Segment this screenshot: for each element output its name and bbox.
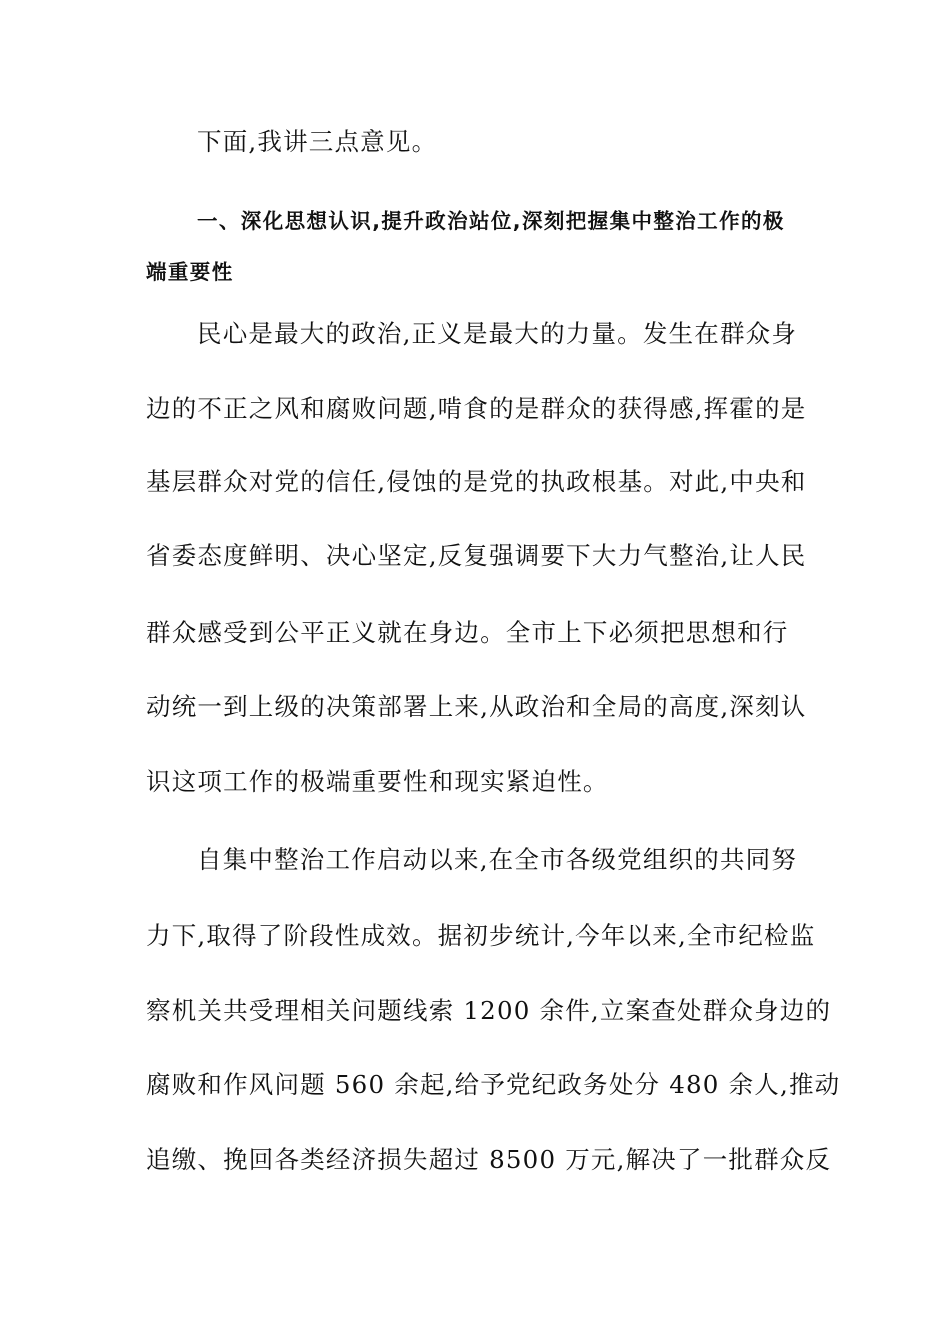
paragraph-2-line-2: 力下,取得了阶段性成效。据初步统计,今年以来,全市纪检监: [146, 921, 816, 950]
paragraph-2-line-4: 腐败和作风问题 560 余起,给予党纪政务处分 480 余人,推动: [146, 1070, 841, 1099]
intro-line: 下面,我讲三点意见。: [197, 127, 438, 156]
paragraph-2-line-3: 察机关共受理相关问题线索 1200 余件,立案查处群众身边的: [146, 996, 832, 1025]
paragraph-1-line-4: 省委态度鲜明、决心坚定,反复强调要下大力气整治,让人民: [146, 541, 807, 570]
paragraph-1-line-7: 识这项工作的极端重要性和现实紧迫性。: [146, 767, 609, 796]
paragraph-2-line-5: 追缴、挽回各类经济损失超过 8500 万元,解决了一批群众反: [146, 1145, 832, 1174]
paragraph-2-line-1: 自集中整治工作启动以来,在全市各级党组织的共同努: [197, 845, 798, 874]
paragraph-1-line-2: 边的不正之风和腐败问题,啃食的是群众的获得感,挥霍的是: [146, 394, 807, 423]
paragraph-1-line-5: 群众感受到公平正义就在身边。全市上下必须把思想和行: [146, 618, 789, 647]
section-heading-line-1: 一、深化思想认识,提升政治站位,深刻把握集中整治工作的极: [197, 209, 785, 233]
paragraph-1-line-6: 动统一到上级的决策部署上来,从政治和全局的高度,深刻认: [146, 692, 807, 721]
section-heading-line-2: 端重要性: [146, 260, 234, 284]
paragraph-1-line-1: 民心是最大的政治,正义是最大的力量。发生在群众身: [197, 319, 798, 348]
paragraph-1-line-3: 基层群众对党的信任,侵蚀的是党的执政根基。对此,中央和: [146, 467, 807, 496]
